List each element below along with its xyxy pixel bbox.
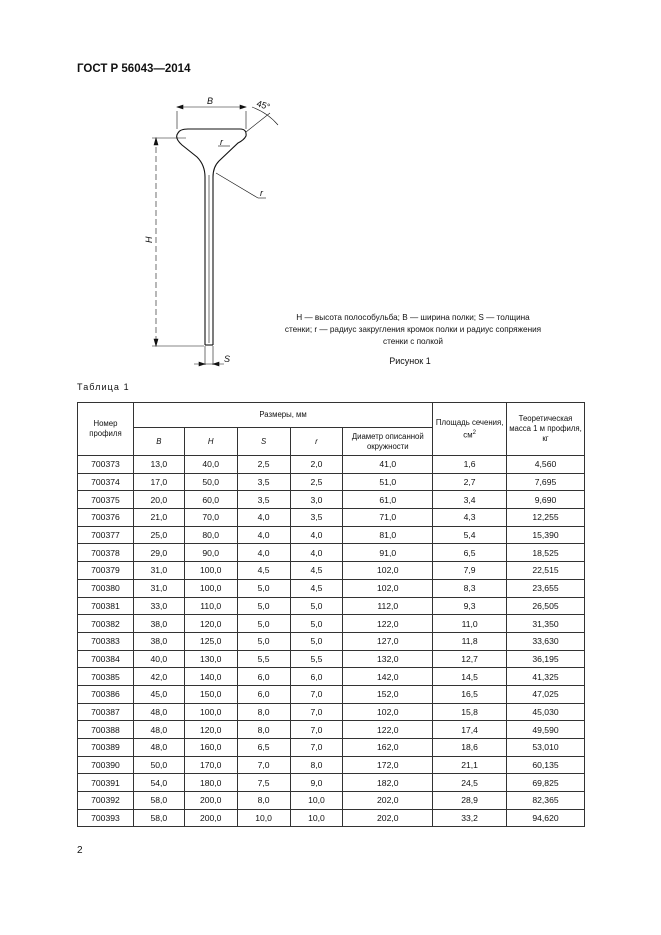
table-cell: 102,0 <box>343 562 433 580</box>
table-cell: 60,135 <box>507 756 585 774</box>
table-row <box>78 774 585 792</box>
s-arrow-right <box>213 362 219 366</box>
header-r: r <box>290 428 343 456</box>
table-cell: 31,350 <box>507 615 585 633</box>
label-r-top: r <box>220 137 223 147</box>
document-standard-header: ГОСТ Р 56043—2014 <box>77 63 191 75</box>
table-row <box>78 544 585 562</box>
table-cell: 6,5 <box>237 739 290 757</box>
table-cell: 40,0 <box>184 456 237 474</box>
table-cell: 130,0 <box>184 650 237 668</box>
profile-dimensions-table <box>77 402 585 827</box>
table-cell: 25,0 <box>133 526 184 544</box>
table-row <box>78 597 585 615</box>
table-row <box>78 526 585 544</box>
table-cell: 4,5 <box>290 579 343 597</box>
table-cell: 152,0 <box>343 685 433 703</box>
table-cell: 700393 <box>78 809 134 827</box>
table-body <box>78 456 585 827</box>
table-cell: 4,5 <box>290 562 343 580</box>
table-cell: 7,0 <box>290 739 343 757</box>
table-cell: 10,0 <box>237 809 290 827</box>
table-cell: 69,825 <box>507 774 585 792</box>
table-cell: 20,0 <box>133 491 184 509</box>
table-cell: 7,695 <box>507 473 585 491</box>
table-cell: 21,1 <box>433 756 507 774</box>
table-cell: 5,0 <box>237 579 290 597</box>
table-cell: 700386 <box>78 685 134 703</box>
table-cell: 8,0 <box>237 721 290 739</box>
header-area-text: Площадь сечения, см <box>435 417 504 440</box>
header-mass: Теоретическая масса 1 м профиля, кг <box>507 403 585 456</box>
table-cell: 21,0 <box>133 509 184 527</box>
table-cell: 5,5 <box>290 650 343 668</box>
table-cell: 8,0 <box>237 703 290 721</box>
table-cell: 41,0 <box>343 456 433 474</box>
table-row <box>78 456 585 474</box>
table-cell: 120,0 <box>184 721 237 739</box>
table-row <box>78 721 585 739</box>
table-cell: 12,7 <box>433 650 507 668</box>
table-cell: 29,0 <box>133 544 184 562</box>
table-row <box>78 509 585 527</box>
header-dimensions: Размеры, мм <box>133 403 432 428</box>
table-cell: 2,7 <box>433 473 507 491</box>
table-cell: 17,0 <box>133 473 184 491</box>
table-cell: 5,0 <box>290 632 343 650</box>
table-cell: 6,5 <box>433 544 507 562</box>
header-area <box>433 403 507 456</box>
table-cell: 49,590 <box>507 721 585 739</box>
table-cell: 11,0 <box>433 615 507 633</box>
figure-legend: Н — высота полособульба; В — ширина полки; S — толщина стенки; r — радиус закругления кромок полки и радиус сопряжения стенки с полкой <box>284 313 542 347</box>
table-cell: 15,390 <box>507 526 585 544</box>
table-cell: 9,690 <box>507 491 585 509</box>
table-cell: 54,0 <box>133 774 184 792</box>
table-cell: 4,5 <box>237 562 290 580</box>
table-cell: 122,0 <box>343 615 433 633</box>
table-cell: 700377 <box>78 526 134 544</box>
table-cell: 40,0 <box>133 650 184 668</box>
header-b: B <box>133 428 184 456</box>
table-row <box>78 792 585 810</box>
table-cell: 700381 <box>78 597 134 615</box>
table-cell: 33,0 <box>133 597 184 615</box>
table-cell: 4,560 <box>507 456 585 474</box>
table-cell: 132,0 <box>343 650 433 668</box>
table-cell: 5,0 <box>237 632 290 650</box>
table-row <box>78 491 585 509</box>
s-arrow-left <box>199 362 205 366</box>
table-cell: 162,0 <box>343 739 433 757</box>
table-cell: 31,0 <box>133 579 184 597</box>
table-cell: 3,5 <box>237 491 290 509</box>
table-cell: 150,0 <box>184 685 237 703</box>
table-cell: 1,6 <box>433 456 507 474</box>
table-cell: 94,620 <box>507 809 585 827</box>
table-cell: 100,0 <box>184 579 237 597</box>
table-cell: 53,010 <box>507 739 585 757</box>
table-cell: 6,0 <box>237 685 290 703</box>
table-title: Таблица 1 <box>77 382 130 392</box>
label-s: S <box>224 354 231 364</box>
table-row <box>78 668 585 686</box>
table-cell: 3,5 <box>237 473 290 491</box>
table-cell: 5,0 <box>237 597 290 615</box>
table-row <box>78 615 585 633</box>
table-cell: 102,0 <box>343 579 433 597</box>
table-cell: 4,0 <box>237 526 290 544</box>
table-cell: 6,0 <box>237 668 290 686</box>
table-cell: 13,0 <box>133 456 184 474</box>
table-cell: 15,8 <box>433 703 507 721</box>
table-cell: 48,0 <box>133 721 184 739</box>
table-cell: 26,505 <box>507 597 585 615</box>
b-arrow-right <box>240 105 246 109</box>
table-row <box>78 685 585 703</box>
table-cell: 38,0 <box>133 615 184 633</box>
table-cell: 122,0 <box>343 721 433 739</box>
table-cell: 6,0 <box>290 668 343 686</box>
table-cell: 700379 <box>78 562 134 580</box>
table-cell: 200,0 <box>184 809 237 827</box>
label-angle: 45° <box>255 98 272 113</box>
table-cell: 28,9 <box>433 792 507 810</box>
table-cell: 5,5 <box>237 650 290 668</box>
table-cell: 47,025 <box>507 685 585 703</box>
figure-caption: Рисунок 1 <box>389 356 431 366</box>
table-cell: 82,365 <box>507 792 585 810</box>
header-h: H <box>184 428 237 456</box>
table-cell: 700374 <box>78 473 134 491</box>
table-cell: 58,0 <box>133 809 184 827</box>
table-row <box>78 562 585 580</box>
table-cell: 700378 <box>78 544 134 562</box>
table-cell: 91,0 <box>343 544 433 562</box>
angle-ext-line <box>246 113 270 132</box>
table-cell: 48,0 <box>133 703 184 721</box>
table-cell: 50,0 <box>133 756 184 774</box>
table-row <box>78 703 585 721</box>
table-cell: 700390 <box>78 756 134 774</box>
table-cell: 70,0 <box>184 509 237 527</box>
table-cell: 61,0 <box>343 491 433 509</box>
table-row <box>78 650 585 668</box>
table-cell: 5,0 <box>290 597 343 615</box>
table-cell: 4,0 <box>290 526 343 544</box>
label-b: B <box>207 96 214 106</box>
table-cell: 9,0 <box>290 774 343 792</box>
table-cell: 5,0 <box>237 615 290 633</box>
table-cell: 700375 <box>78 491 134 509</box>
table-cell: 9,3 <box>433 597 507 615</box>
b-arrow-left <box>177 105 183 109</box>
table-cell: 7,0 <box>290 721 343 739</box>
table-cell: 24,5 <box>433 774 507 792</box>
table-cell: 33,2 <box>433 809 507 827</box>
table-cell: 18,525 <box>507 544 585 562</box>
table-cell: 58,0 <box>133 792 184 810</box>
table-row <box>78 473 585 491</box>
h-arrow-top <box>154 138 158 145</box>
r-side-leader <box>216 173 258 198</box>
table-cell: 5,0 <box>290 615 343 633</box>
table-cell: 45,030 <box>507 703 585 721</box>
table-cell: 51,0 <box>343 473 433 491</box>
header-area-sup: 2 <box>472 429 476 436</box>
table-cell: 102,0 <box>343 703 433 721</box>
table-cell: 36,195 <box>507 650 585 668</box>
header-diameter: Диаметр описанной окружности <box>343 428 433 456</box>
table-cell: 7,0 <box>290 703 343 721</box>
table-cell: 22,515 <box>507 562 585 580</box>
table-cell: 80,0 <box>184 526 237 544</box>
table-cell: 110,0 <box>184 597 237 615</box>
table-cell: 8,3 <box>433 579 507 597</box>
table-cell: 31,0 <box>133 562 184 580</box>
table-cell: 18,6 <box>433 739 507 757</box>
profile-drawing <box>120 85 300 375</box>
table-cell: 7,9 <box>433 562 507 580</box>
table-cell: 7,0 <box>237 756 290 774</box>
table-cell: 127,0 <box>343 632 433 650</box>
table-cell: 14,5 <box>433 668 507 686</box>
table-cell: 3,4 <box>433 491 507 509</box>
table-cell: 700376 <box>78 509 134 527</box>
table-cell: 4,0 <box>290 544 343 562</box>
table-cell: 12,255 <box>507 509 585 527</box>
table-cell: 17,4 <box>433 721 507 739</box>
table-cell: 71,0 <box>343 509 433 527</box>
table-cell: 700382 <box>78 615 134 633</box>
table-cell: 2,5 <box>290 473 343 491</box>
table-cell: 5,4 <box>433 526 507 544</box>
table-cell: 700388 <box>78 721 134 739</box>
table-cell: 23,655 <box>507 579 585 597</box>
table-cell: 700391 <box>78 774 134 792</box>
table-cell: 170,0 <box>184 756 237 774</box>
table-cell: 160,0 <box>184 739 237 757</box>
table-cell: 8,0 <box>237 792 290 810</box>
table-cell: 182,0 <box>343 774 433 792</box>
table-cell: 45,0 <box>133 685 184 703</box>
table-cell: 2,0 <box>290 456 343 474</box>
table-row <box>78 809 585 827</box>
table-cell: 4,0 <box>237 509 290 527</box>
table-cell: 42,0 <box>133 668 184 686</box>
page-number: 2 <box>77 845 83 856</box>
table-cell: 700387 <box>78 703 134 721</box>
table-cell: 7,5 <box>237 774 290 792</box>
table-cell: 172,0 <box>343 756 433 774</box>
table-cell: 33,630 <box>507 632 585 650</box>
table-cell: 700385 <box>78 668 134 686</box>
table-row <box>78 579 585 597</box>
table-cell: 3,5 <box>290 509 343 527</box>
table-cell: 142,0 <box>343 668 433 686</box>
table-cell: 60,0 <box>184 491 237 509</box>
table-cell: 90,0 <box>184 544 237 562</box>
table-cell: 112,0 <box>343 597 433 615</box>
table-cell: 700373 <box>78 456 134 474</box>
table-cell: 4,3 <box>433 509 507 527</box>
table-cell: 125,0 <box>184 632 237 650</box>
bulb-flat-profile-figure <box>120 85 300 375</box>
table-cell: 100,0 <box>184 562 237 580</box>
table-cell: 700384 <box>78 650 134 668</box>
table-cell: 81,0 <box>343 526 433 544</box>
table-cell: 8,0 <box>290 756 343 774</box>
table-cell: 10,0 <box>290 792 343 810</box>
table-cell: 7,0 <box>290 685 343 703</box>
profile-outline <box>177 129 246 345</box>
table-row <box>78 632 585 650</box>
table-cell: 41,325 <box>507 668 585 686</box>
table-cell: 200,0 <box>184 792 237 810</box>
table-cell: 700380 <box>78 579 134 597</box>
table-row <box>78 756 585 774</box>
table-cell: 700389 <box>78 739 134 757</box>
table-cell: 120,0 <box>184 615 237 633</box>
table-cell: 4,0 <box>237 544 290 562</box>
table-cell: 700392 <box>78 792 134 810</box>
table-cell: 10,0 <box>290 809 343 827</box>
table-cell: 3,0 <box>290 491 343 509</box>
table-cell: 202,0 <box>343 809 433 827</box>
h-arrow-bottom <box>154 339 158 346</box>
table-cell: 48,0 <box>133 739 184 757</box>
table-row <box>78 739 585 757</box>
table-cell: 50,0 <box>184 473 237 491</box>
table-cell: 100,0 <box>184 703 237 721</box>
label-r-side: r <box>260 188 263 198</box>
table-cell: 2,5 <box>237 456 290 474</box>
table-cell: 16,5 <box>433 685 507 703</box>
header-s: S <box>237 428 290 456</box>
label-h: H <box>144 236 154 243</box>
table-cell: 140,0 <box>184 668 237 686</box>
table-cell: 700383 <box>78 632 134 650</box>
table-cell: 11,8 <box>433 632 507 650</box>
table-cell: 180,0 <box>184 774 237 792</box>
table-cell: 202,0 <box>343 792 433 810</box>
header-profile-number: Номер профиля <box>78 403 134 456</box>
table-cell: 38,0 <box>133 632 184 650</box>
